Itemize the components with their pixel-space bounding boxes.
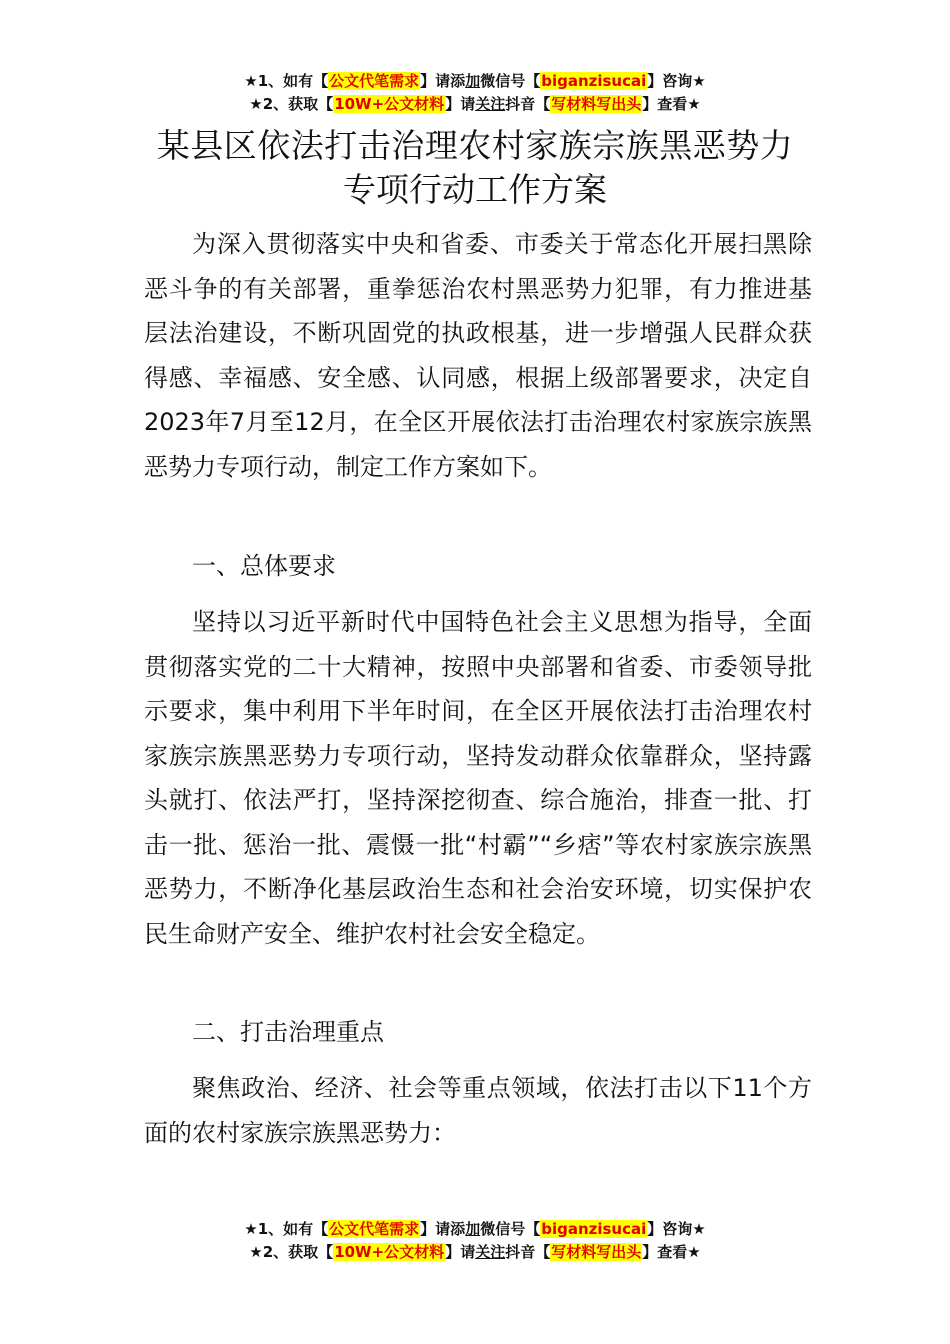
promo-text: 】咨询★ [647,1220,706,1238]
promo-highlight: 公文代笔需求 [329,72,420,90]
promo-douyin-id: 写材料写出头 [551,95,642,113]
promo-text: ★2、获取【 [249,1243,334,1261]
promo-wechat-id: biganzisucai [541,1220,647,1238]
promo-line-1 [0,70,950,93]
promo-text: ★1、如有【 [244,72,329,90]
promo-text: ★2、获取【 [249,95,334,113]
promo-text: 】查看★ [642,1243,701,1261]
promo-line-2 [0,93,950,116]
promo-text: 抖音【 [505,95,551,113]
promo-text: 】咨询★ [647,72,706,90]
section-2-heading: 二、打击治理重点 [192,1018,384,1046]
promo-text: 】请添 [420,1220,466,1238]
document-title-line-1: 某县区依法打击治理农村家族宗族黑恶势力 [156,126,794,165]
promo-text: ★1、如有【 [244,1220,329,1238]
promo-text: 】请添 [420,72,466,90]
promo-text: 】查看★ [642,95,701,113]
promo-text: 微信号【 [480,1220,541,1238]
promo-highlight: 公文代笔需求 [329,1220,420,1238]
promo-wechat-id: biganzisucai [541,72,647,90]
promo-underlined: 加 [465,72,481,90]
section-2-paragraph: 聚焦政治、经济、社会等重点领域，依法打击以下11个方面的农村家族宗族黑恶势力： [144,1074,812,1147]
header-promo-banner [0,70,950,116]
promo-text: 】请 [445,95,476,113]
promo-text: 抖音【 [505,1243,551,1261]
promo-underlined: 关注 [475,1243,506,1261]
promo-underlined: 加 [465,1220,481,1238]
promo-line-2 [0,1241,950,1264]
promo-underlined: 关注 [475,95,506,113]
promo-line-1 [0,1218,950,1241]
document-title-line-2: 专项行动工作方案 [343,170,607,209]
promo-highlight: 10W+公文材料 [334,1243,445,1261]
footer-promo-banner [0,1218,950,1264]
section-1-heading: 一、总体要求 [192,552,336,580]
section-1-paragraph: 坚持以习近平新时代中国特色社会主义思想为指导，全面贯彻落实党的二十大精神，按照中央部署和省委、市委领导批示要求，集中利用下半年时间，在全区开展依法打击治理农村家族宗族黑恶势力专项行动，坚持发动群众依靠群众，坚持露头就打、依法严打，坚持深挖彻查、综合施治，排查一批、打击一批、惩治一批、震慑一批“村霸”“乡痞”等农村家族宗族黑恶势力，不断净化基层政治生态和社会治安环境，切实保护农民生命财产安全、维护农村社会安全稳定。 [144,608,812,948]
promo-highlight: 10W+公文材料 [334,95,445,113]
promo-text: 微信号【 [480,72,541,90]
promo-text: 】请 [445,1243,476,1261]
intro-paragraph: 为深入贯彻落实中央和省委、市委关于常态化开展扫黑除恶斗争的有关部署，重拳惩治农村黑恶势力犯罪，有力推进基层法治建设，不断巩固党的执政根基，进一步增强人民群众获得感、幸福感、安全感、认同感，根据上级部署要求，决定自2023年7月至12月，在全区开展依法打击治理农村家族宗族黑恶势力专项行动，制定工作方案如下。 [144,230,812,481]
promo-douyin-id: 写材料写出头 [551,1243,642,1261]
